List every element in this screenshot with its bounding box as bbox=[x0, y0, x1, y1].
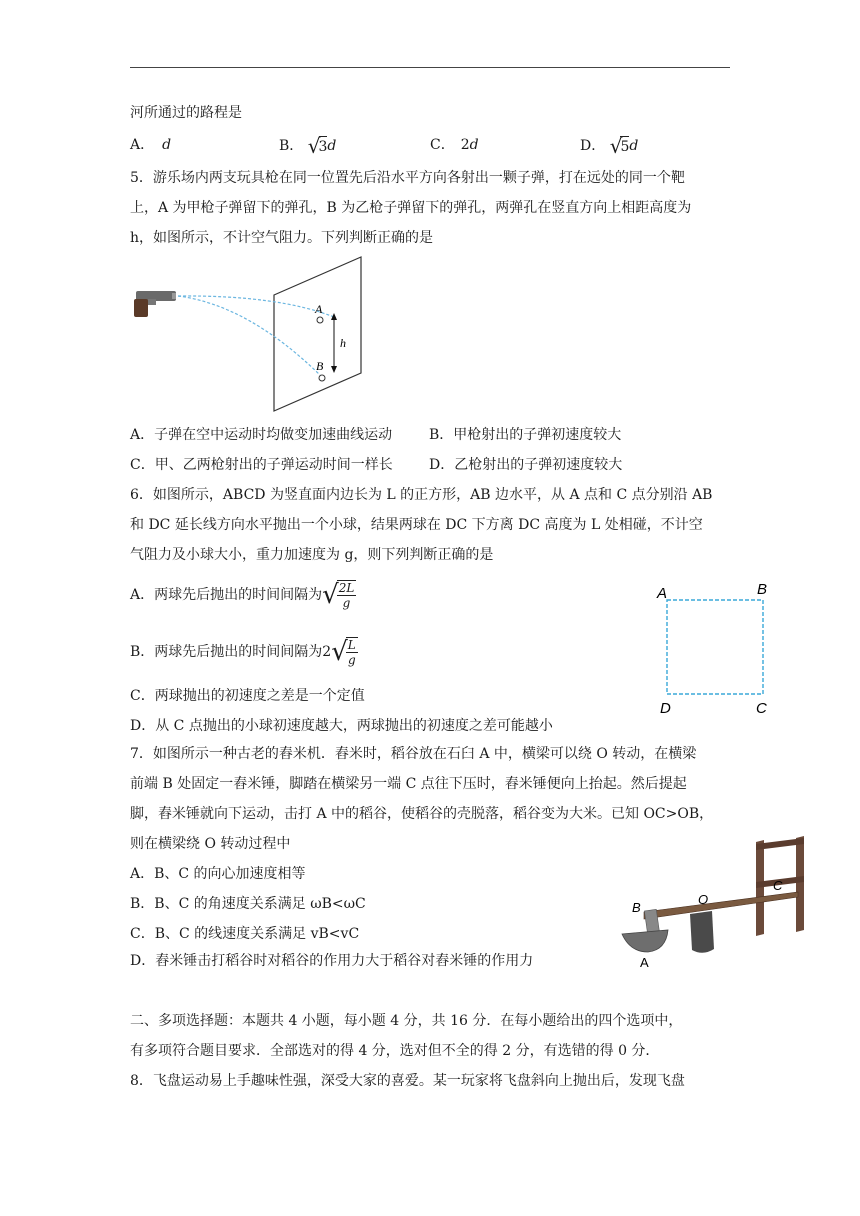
q4-option-d: D． √5d bbox=[580, 131, 638, 161]
hole-b bbox=[319, 375, 325, 381]
mortar-a bbox=[622, 930, 668, 952]
label-h: h bbox=[340, 336, 346, 350]
label-c: C bbox=[756, 700, 767, 717]
q5-stem-line2: 上，A 为甲枪子弹留下的弹孔，B 为乙枪子弹留下的弹孔，两弹孔在竖直方向上相距高度为 bbox=[130, 200, 692, 216]
q5-stem-line1: 5．游乐场内两支玩具枪在同一位置先后沿水平方向各射出一颗子弹，打在远处的同一个靶 bbox=[130, 170, 685, 186]
q7-stem-line1: 7．如图所示一种古老的舂米机．舂米时，稻谷放在石臼 A 中，横梁可以绕 O 转动，在横梁 bbox=[130, 746, 697, 762]
q6-stem-line3: 气阻力及小球大小，重力加速度为 g，则下列判断正确的是 bbox=[130, 547, 494, 563]
q6-option-d: D．从 C 点抛出的小球初速度越大，两球抛出的初速度之差可能越小 bbox=[130, 718, 553, 734]
label-a: A bbox=[640, 955, 649, 970]
q7-stem-line4: 则在横梁绕 O 转动过程中 bbox=[130, 836, 291, 852]
label-b: B bbox=[632, 900, 641, 915]
q5-option-d: D．乙枪射出的子弹初速度较大 bbox=[429, 457, 623, 473]
q4-text-tail: 河所通过的路程是 bbox=[130, 105, 242, 121]
section2-heading-line2: 有多项符合题目要求．全部选对的得 4 分，选对但不全的得 2 分，有选错的得 0 分． bbox=[130, 1043, 660, 1059]
beam bbox=[644, 892, 798, 919]
q6-option-b: B．两球先后抛出的时间间隔为2√ $\frac{L}{g}$ bbox=[130, 637, 356, 667]
q7-rice-pounder-figure bbox=[608, 834, 814, 974]
q6-option-c: C．两球抛出的初速度之差是一个定值 bbox=[130, 688, 365, 704]
label-b: B bbox=[757, 581, 768, 598]
label-o: O bbox=[698, 892, 709, 907]
sqrt-symbol: √5 bbox=[609, 134, 630, 158]
q7-option-b: B．B、C 的角速度关系满足 ωB<ωC bbox=[130, 896, 366, 912]
q4-option-a: A． d bbox=[130, 137, 172, 153]
q7-option-c: C．B、C 的线速度关系满足 vB<vC bbox=[130, 926, 360, 942]
q5-option-a: A．子弹在空中运动时均做变加速曲线运动 bbox=[130, 427, 393, 443]
q6-square-figure bbox=[652, 578, 782, 718]
q6-stem-line2: 和 DC 延长线方向水平抛出一个小球，结果两球在 DC 下方离 DC 高度为 L 处相碰，不计空 bbox=[130, 517, 703, 533]
hole-a bbox=[317, 317, 323, 323]
label-c: C bbox=[773, 878, 783, 893]
label-b: B bbox=[316, 359, 324, 373]
q5-option-c: C．甲、乙两枪射出的子弹运动时间一样长 bbox=[130, 457, 393, 473]
q5-figure bbox=[128, 255, 368, 415]
q8-stem-line1: 8．飞盘运动易上手趣味性强，深受大家的喜爱。某一玩家将飞盘斜向上抛出后，发现飞盘 bbox=[130, 1073, 685, 1089]
header-rule bbox=[130, 67, 730, 68]
q6-option-a: A．两球先后抛出的时间间隔为√ $\frac{2L}{g}$ bbox=[130, 580, 355, 610]
q7-stem-line3: 脚，舂米锤就向下运动，击打 A 中的稻谷，使稻谷的壳脱落，稻谷变为大米。已知 OC>OB， bbox=[130, 806, 714, 822]
q5-stem-line3: h，如图所示，不计空气阻力。下列判断正确的是 bbox=[130, 230, 434, 246]
q6-stem-line1: 6．如图所示，ABCD 为竖直面内边长为 L 的正方形，AB 边水平，从 A 点和 C 点分别沿 AB bbox=[130, 487, 713, 503]
target-board bbox=[274, 257, 361, 411]
q4-option-b: B． √3d bbox=[279, 131, 336, 161]
label-a: A bbox=[657, 585, 668, 602]
fulcrum bbox=[690, 911, 714, 953]
sqrt-symbol: √3 bbox=[307, 134, 328, 158]
section2-heading-line1: 二、多项选择题：本题共 4 小题，每小题 4 分，共 16 分．在每小题给出的四个选项中， bbox=[130, 1013, 683, 1029]
label-d: D bbox=[660, 700, 671, 717]
q7-option-a: A．B、C 的向心加速度相等 bbox=[130, 866, 306, 882]
toy-gun-icon bbox=[134, 291, 176, 317]
q7-option-d: D．舂米锤击打稻谷时对稻谷的作用力大于稻谷对舂米锤的作用力 bbox=[130, 953, 534, 969]
q5-option-b: B．甲枪射出的子弹初速度较大 bbox=[429, 427, 622, 443]
q7-stem-line2: 前端 B 处固定一舂米锤，脚踏在横梁另一端 C 点往下压时，舂米锤便向上抬起。然后提起 bbox=[130, 776, 687, 792]
q4-option-c: C． 2d bbox=[430, 137, 479, 153]
label-a: A bbox=[315, 302, 323, 316]
